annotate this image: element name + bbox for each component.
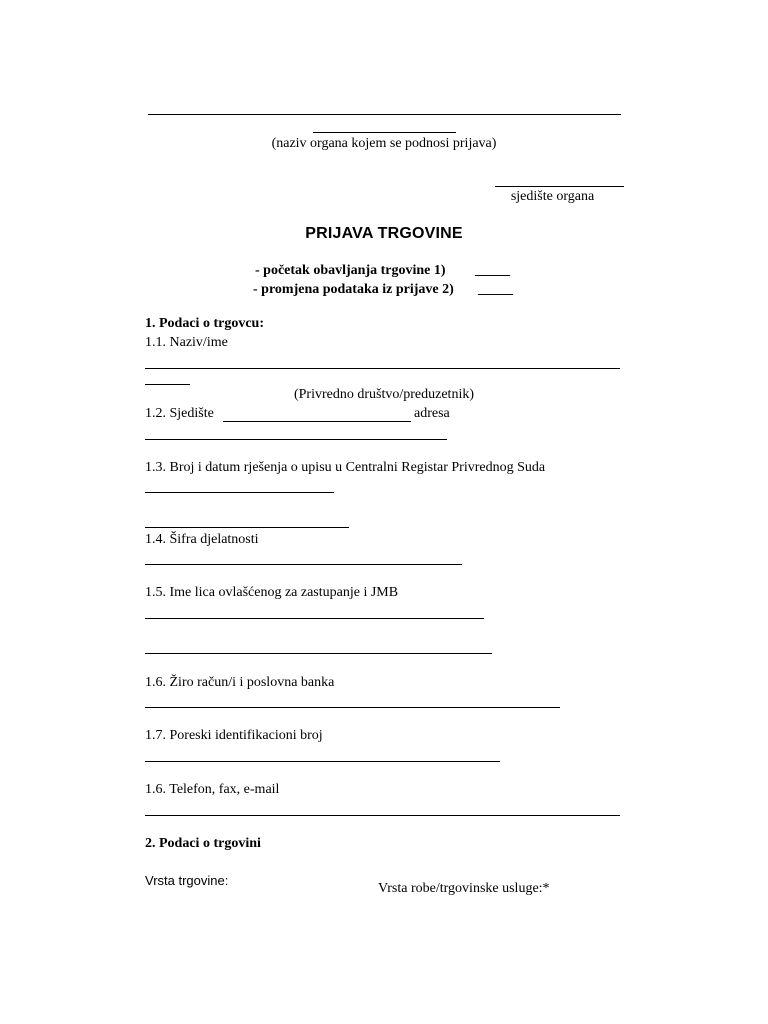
section2-heading: 2. Podaci o trgovini — [145, 836, 261, 851]
organ-name-label: (naziv organa kojem se podnosi prijava) — [271, 136, 497, 151]
bank-label: 1.6. Žiro račun/i i poslovna banka — [145, 675, 335, 690]
organ-name-line[interactable] — [148, 114, 621, 115]
goods-type-label: Vrsta robe/trgovinske usluge:* — [378, 881, 550, 896]
seat-label: 1.2. Sjedište — [145, 406, 214, 421]
organ-seat-label: sjedište organa — [510, 189, 595, 204]
organ-name-line-2[interactable] — [313, 132, 456, 133]
option-change-blank[interactable]: _____ — [478, 282, 513, 297]
seat-line[interactable] — [223, 421, 411, 422]
option-start-blank[interactable]: _____ — [475, 263, 510, 278]
contact-line[interactable] — [145, 815, 620, 816]
option-change-label: - promjena podataka iz prijave 2) — [253, 282, 454, 297]
activity-label: 1.4. Šifra djelatnosti — [145, 532, 259, 547]
address-line[interactable] — [145, 439, 447, 440]
registry-line-2[interactable] — [145, 527, 349, 528]
name-line-2[interactable] — [145, 384, 190, 385]
section1-heading: 1. Podaci o trgovcu: — [145, 316, 264, 331]
registry-line[interactable] — [145, 492, 334, 493]
trade-type-label: Vrsta trgovine: — [145, 873, 229, 888]
bank-line[interactable] — [145, 707, 560, 708]
registry-label: 1.3. Broj i datum rješenja o upisu u Centralni Registar Privrednog Suda — [145, 460, 546, 475]
option-start-label: - početak obavljanja trgovine 1) — [255, 263, 446, 278]
organ-seat-line[interactable] — [495, 186, 624, 187]
contact-label: 1.6. Telefon, fax, e-mail — [145, 782, 280, 797]
name-note: (Privredno društvo/preduzetnik) — [293, 387, 474, 402]
activity-line[interactable] — [145, 564, 462, 565]
address-label: adresa — [414, 406, 450, 421]
tax-line[interactable] — [145, 761, 500, 762]
tax-label: 1.7. Poreski identifikacioni broj — [145, 728, 323, 743]
representative-line[interactable] — [145, 618, 484, 619]
representative-label: 1.5. Ime lica ovlašćenog za zastupanje i JMB — [145, 585, 399, 600]
name-label: 1.1. Naziv/ime — [145, 335, 228, 350]
name-line[interactable] — [145, 368, 620, 369]
representative-line-2[interactable] — [145, 653, 492, 654]
page-title: PRIJAVA TRGOVINE — [305, 225, 463, 242]
